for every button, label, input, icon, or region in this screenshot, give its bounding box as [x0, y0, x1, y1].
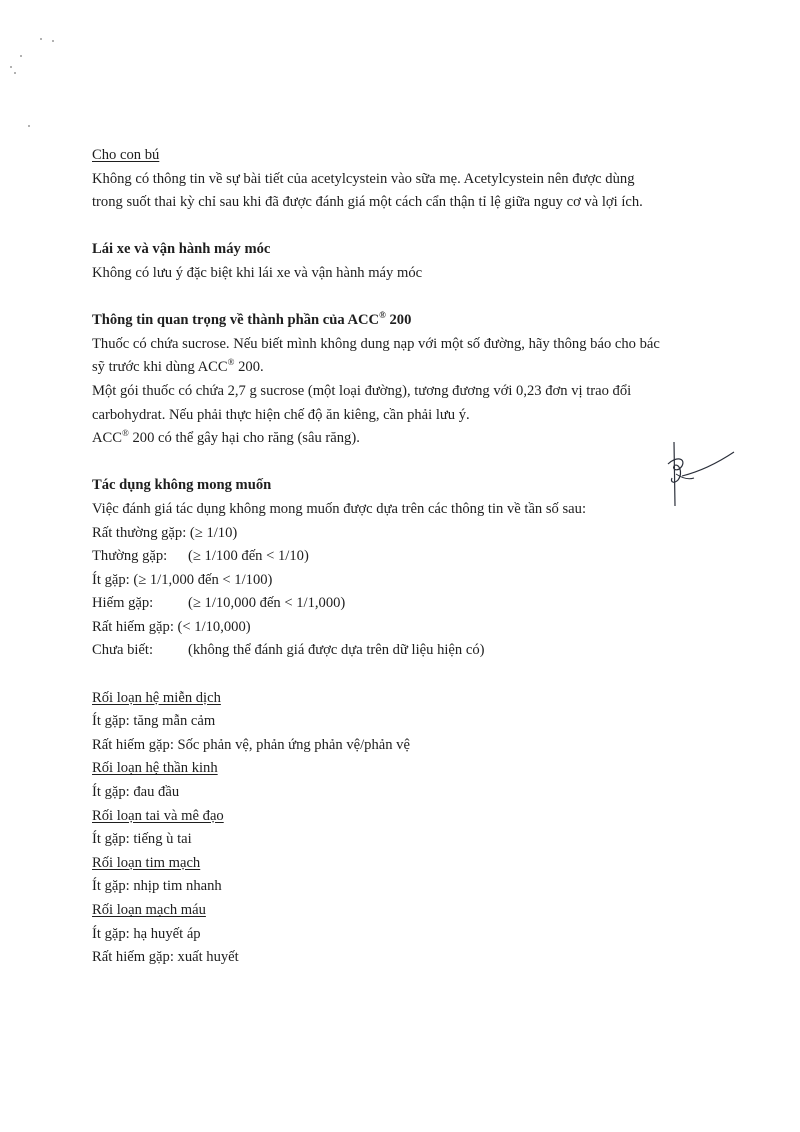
disorder-heading-cardiac: Rối loạn tim mạch: [92, 854, 201, 871]
paragraph-line: ACC® 200 có thể gây hại cho răng (sâu răng).: [92, 428, 360, 447]
frequency-row: Thường gặp: (≥ 1/100 đến < 1/10): [92, 548, 309, 565]
frequency-row: Hiếm gặp: (≥ 1/10,000 đến < 1/1,000): [92, 595, 346, 612]
frequency-row: Rất thường gặp: (≥ 1/10): [92, 524, 238, 541]
section-heading-driving: Lái xe và vận hành máy móc: [92, 241, 271, 258]
disorder-item: Ít gặp: tiếng ù tai: [92, 831, 192, 848]
paragraph-line: Không có thông tin về sự bài tiết của acetylcystein vào sữa mẹ. Acetylcystein nên được dùng: [92, 170, 635, 187]
paragraph-line: sỹ trước khi dùng ACC® 200.: [92, 357, 264, 376]
disorder-item: Rất hiếm gặp: Sốc phản vệ, phản ứng phản vệ/phản vệ: [92, 736, 410, 753]
disorder-heading-ear: Rối loạn tai và mê đạo: [92, 807, 224, 824]
section-heading-side-effects: Tác dụng không mong muốn: [92, 477, 272, 494]
frequency-row: Rất hiếm gặp: (< 1/10,000): [92, 618, 251, 635]
frequency-row: Ít gặp: (≥ 1/1,000 đến < 1/100): [92, 571, 273, 588]
section-heading-breastfeeding: Cho con bú: [92, 147, 160, 163]
disorder-item: Ít gặp: hạ huyết áp: [92, 925, 201, 942]
disorder-item: Ít gặp: nhịp tim nhanh: [92, 878, 222, 895]
frequency-row: Chưa biết: (không thể đánh giá được dựa trên dữ liệu hiện có): [92, 642, 485, 659]
disorder-item: Ít gặp: tăng mẫn cảm: [92, 713, 216, 730]
document-page: [92, 144, 712, 970]
paragraph-line: trong suốt thai kỳ chỉ sau khi đã được đánh giá một cách cẩn thận tỉ lệ giữa nguy cơ và lợi ích.: [92, 194, 643, 211]
section-heading-ingredients: Thông tin quan trọng về thành phần của ACC® 200: [92, 310, 412, 329]
disorder-item: Rất hiếm gặp: xuất huyết: [92, 949, 239, 966]
paragraph-line: Việc đánh giá tác dụng không mong muốn được dựa trên các thông tin về tần số sau:: [92, 500, 586, 517]
paragraph-line: Một gói thuốc có chứa 2,7 g sucrose (một loại đường), tương đương với 0,23 đơn vị trao đổi: [92, 382, 632, 399]
paragraph-line: Thuốc có chứa sucrose. Nếu biết mình không dung nạp với một số đường, hãy thông báo cho bác: [92, 335, 660, 352]
disorder-heading-immune: Rối loạn hệ miễn dịch: [92, 689, 221, 706]
disorder-item: Ít gặp: đau đầu: [92, 784, 180, 801]
disorder-heading-vascular: Rối loạn mạch máu: [92, 902, 206, 918]
paragraph-line: Không có lưu ý đặc biệt khi lái xe và vận hành máy móc: [92, 264, 423, 281]
disorder-heading-nervous: Rối loạn hệ thần kinh: [92, 760, 218, 777]
paragraph-line: carbohydrat. Nếu phải thực hiện chế độ ăn kiêng, cần phải lưu ý.: [92, 406, 470, 423]
